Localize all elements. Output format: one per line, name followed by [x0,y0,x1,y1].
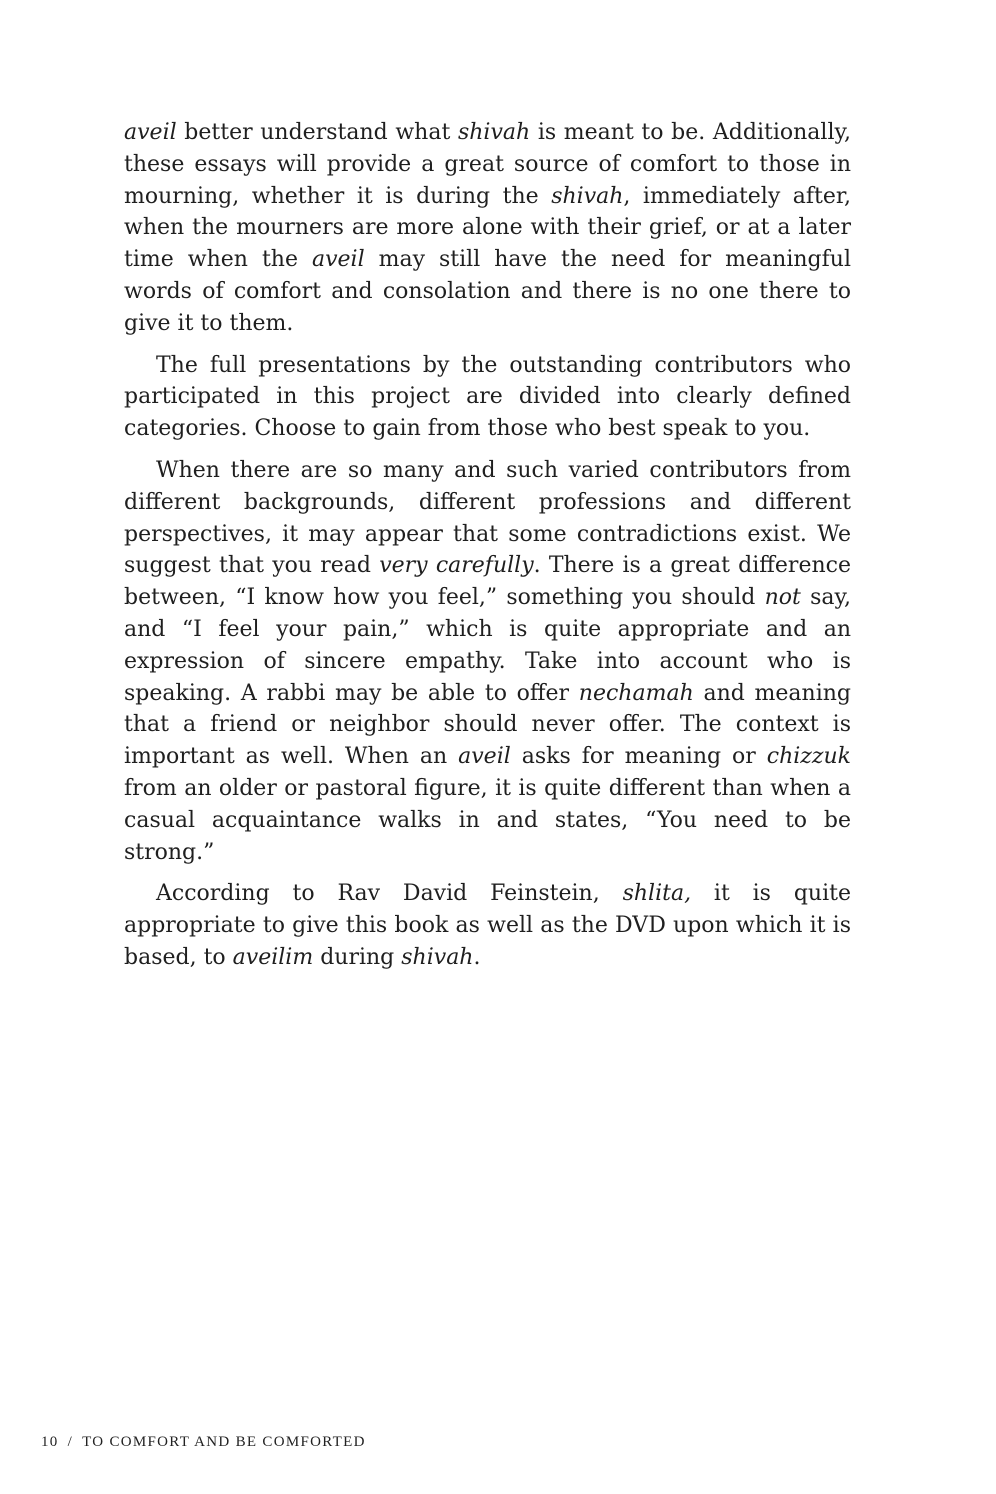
text-run: and meaning that a friend or neighbor should never offer. The context is important as well. When an [124,680,851,770]
text-run: When there are so many and such varied contributors from different backgrounds, different professions and different perspectives, it may appear that some contradictions exist. We suggest that you read [124,457,851,579]
italic-run: shivah [551,183,624,209]
body-text [124,117,851,984]
paragraph-3 [124,455,851,868]
text-run: say, and “I feel your pain,” which is quite appropriate and an expression of sincere empathy. Take into account who is speaking. A rabbi may be able to offer [124,585,851,706]
italic-run: shlita, [622,881,692,907]
italic-run: chizzuk [766,744,851,770]
book-title: TO COMFORT AND BE COMFORTED [82,1434,366,1450]
paragraph-2 [124,350,851,445]
text-run: , immediately after, when the mourners are more alone with their grief, or at a later time when the [124,183,851,273]
text-run: According to Rav David Feinstein, [156,881,623,907]
text-run: . [473,944,481,970]
running-footer [41,1434,366,1451]
text-run: . There is a great difference between, “I know how you feel,” something you should [124,553,851,611]
italic-run: aveil [311,247,365,273]
text-run: during [313,944,402,970]
italic-run: aveil [458,744,511,770]
italic-run: shivah [401,944,474,970]
text-run: it is quite appropriate to give this book as well as the DVD upon which it is based, to [124,881,851,970]
italic-run: aveilim [232,944,314,970]
text-run: better understand what [176,120,458,145]
text-run: asks for meaning or [510,744,767,770]
page-number: 10 [41,1434,59,1450]
italic-run: aveil [124,120,177,145]
text-run: from an older or pastoral figure, it is quite different than when a casual acquaintance walks in and states, “You need to be strong.” [124,775,851,865]
text-run: may still have the need for meaningful words of comfort and consolation and there is no one there to give it to them. [124,247,851,336]
footer-separator: / [67,1434,74,1450]
text-run: The full presentations by the outstanding contributors who participated in this project are divided into clearly defined categories. Choose to gain from those who best speak to you. [124,352,851,442]
paragraph-1 [124,117,851,340]
paragraph-4 [124,878,851,973]
italic-run: very carefully [379,553,534,579]
italic-run: not [764,585,801,611]
text-run: is meant to be. Additionally, these essays will provide a great source of comfort to those in mourning, whether it is during the [124,120,851,209]
italic-run: shivah [457,120,531,145]
italic-run: nechamah [578,680,694,706]
